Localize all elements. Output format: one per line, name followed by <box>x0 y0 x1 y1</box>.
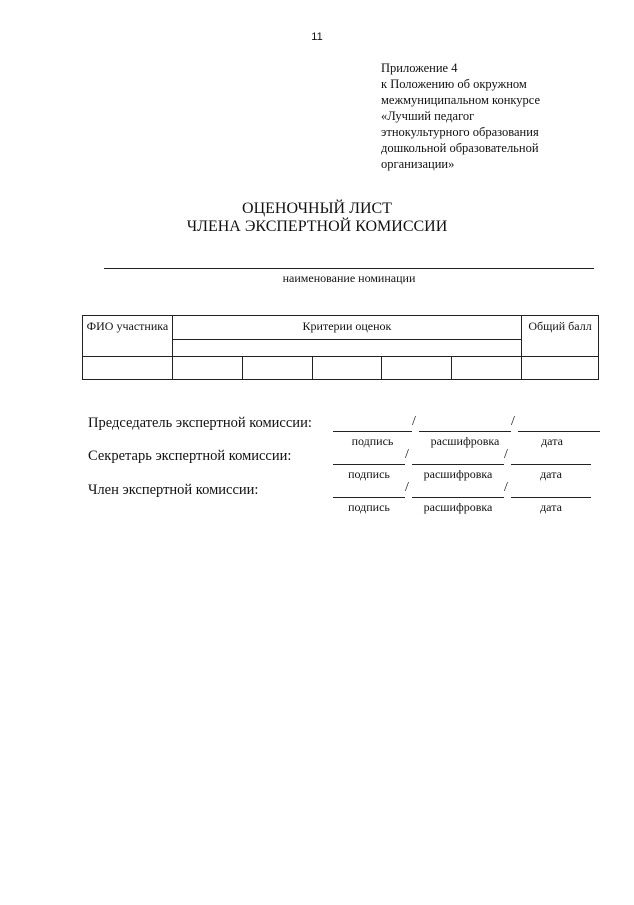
secretary-decoding-line[interactable] <box>412 464 504 465</box>
appendix-line-1: Приложение 4 <box>381 61 458 75</box>
caption-date: дата <box>541 434 563 448</box>
cell-criterion-2[interactable] <box>242 357 312 380</box>
caption-signature: подпись <box>348 500 390 514</box>
cell-criterion-5[interactable] <box>452 357 522 380</box>
header-criteria: Критерии оценок <box>172 316 521 340</box>
chairman-decoding-line[interactable] <box>419 431 511 432</box>
cell-total[interactable] <box>522 357 599 380</box>
secretary-date-line[interactable] <box>511 464 591 465</box>
cell-criterion-3[interactable] <box>312 357 382 380</box>
nomination-line <box>104 268 594 269</box>
caption-decoding: расшифровка <box>423 467 493 481</box>
member-decoding-line[interactable] <box>412 497 504 498</box>
cell-participant[interactable] <box>83 357 173 380</box>
caption-date: дата <box>540 467 562 481</box>
chairman-signature-line[interactable] <box>333 431 412 432</box>
secretary-signature-line[interactable] <box>333 464 405 465</box>
caption-decoding: расшифровка <box>430 434 500 448</box>
slash-3: / <box>405 447 409 462</box>
caption-signature: подпись <box>348 467 390 481</box>
header-participant: ФИО участника <box>83 316 173 357</box>
criteria-header-space <box>172 340 521 357</box>
cell-criterion-1[interactable] <box>172 357 242 380</box>
caption-signature: подпись <box>351 434 394 448</box>
secretary-label: Секретарь экспертной комиссии: <box>88 448 292 464</box>
appendix-line-5: этнокультурного образования <box>381 125 539 139</box>
chairman-date-line[interactable] <box>518 431 600 432</box>
table-row <box>83 357 599 380</box>
chairman-label: Председатель экспертной комиссии: <box>88 415 312 431</box>
appendix-line-7: организации» <box>381 157 455 171</box>
slash-4: / <box>504 447 508 462</box>
slash-6: / <box>504 480 508 495</box>
page-number: 11 <box>311 31 323 43</box>
evaluation-table <box>82 315 599 380</box>
caption-decoding: расшифровка <box>423 500 493 514</box>
slash-1: / <box>412 414 416 429</box>
title-line-1: ОЦЕНОЧНЫЙ ЛИСТ <box>242 200 392 217</box>
caption-date: дата <box>540 500 562 514</box>
header-total: Общий балл <box>522 316 599 357</box>
appendix-line-6: дошкольной образовательной <box>381 141 539 155</box>
appendix-line-2: к Положению об окружном <box>381 77 527 91</box>
member-signature-line[interactable] <box>333 497 405 498</box>
member-label: Член экспертной комиссии: <box>88 482 259 498</box>
slash-2: / <box>511 414 515 429</box>
appendix-line-4: «Лучший педагог <box>381 109 475 123</box>
appendix-note <box>381 60 540 172</box>
nomination-caption: наименование номинации <box>282 271 416 285</box>
member-date-line[interactable] <box>511 497 591 498</box>
appendix-line-3: межмуниципальном конкурсе <box>381 93 541 107</box>
slash-5: / <box>405 480 409 495</box>
title-line-2: ЧЛЕНА ЭКСПЕРТНОЙ КОМИССИИ <box>186 218 448 235</box>
document-title <box>0 200 634 236</box>
cell-criterion-4[interactable] <box>382 357 452 380</box>
